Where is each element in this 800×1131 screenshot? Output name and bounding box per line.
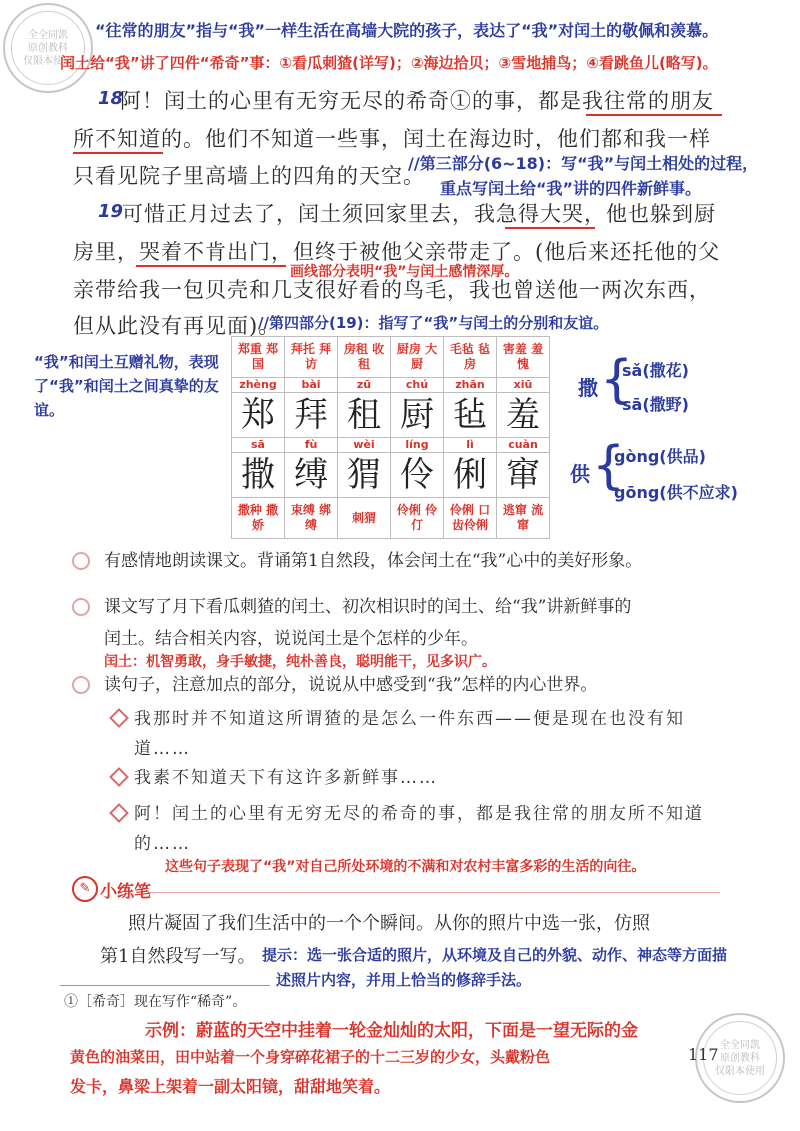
table-note: 逃窜 流窜 bbox=[497, 498, 550, 539]
table-pinyin: sā bbox=[232, 438, 285, 453]
practice-hint-b: 述照片内容，并用上恰当的修辞手法。 bbox=[276, 971, 532, 989]
polyphone-sa1: sǎ(撒花) bbox=[622, 361, 689, 380]
example-line2: 黄色的油菜田，田中站着一个身穿碎花裙子的十二三岁的少女，头戴粉色 bbox=[70, 1048, 551, 1066]
underline-p19-a bbox=[505, 227, 595, 229]
table-character: 羞 bbox=[497, 393, 550, 438]
sentence-1-line2: 道…… bbox=[134, 739, 191, 759]
p19-line2: 房里，哭着不肯出门，但终于被他父亲带走了。(他后来还托他的父 bbox=[73, 240, 721, 264]
table-pinyin: zhèng bbox=[232, 378, 285, 393]
table-note: 厨房 大厨 bbox=[391, 337, 444, 378]
polyphone-sa-char: 撒 bbox=[578, 376, 598, 400]
note-four-things: 闰土给“我”讲了四件“希奇”事：①看瓜刺猹(详写)；②海边拾贝；③雪地捕鸟；④看跳鱼儿(略写)。 bbox=[60, 54, 718, 72]
sentence-bullet-1 bbox=[109, 708, 129, 728]
exercise-2-line1: 课文写了月下看瓜刺猹的闰土、初次相识时的闰土、给“我”讲新鲜事的 bbox=[104, 597, 632, 617]
table-pinyin: zū bbox=[338, 378, 391, 393]
character-table bbox=[231, 336, 550, 539]
sentence-bullet-3 bbox=[109, 803, 129, 823]
exercise-marker-3 bbox=[72, 676, 90, 694]
table-note: 伶俐 口齿伶俐 bbox=[444, 498, 497, 539]
note-part4: //第四部分(19)：指写了“我”与闰土的分别和友谊。 bbox=[258, 314, 609, 332]
polyphone-sa2: sā(撒野) bbox=[622, 395, 689, 414]
table-pinyin: bài bbox=[285, 378, 338, 393]
sentence-1-line1: 我那时并不知道这所谓猹的是怎么一件东西——便是现在也没有知 bbox=[134, 709, 685, 729]
note-part3-b: 重点写闰土给“我”讲的四件新鲜事。 bbox=[440, 179, 702, 198]
practice-title: 小练笔 bbox=[100, 882, 151, 902]
paragraph-number-19: 19 bbox=[98, 201, 124, 222]
table-pinyin: wèi bbox=[338, 438, 391, 453]
practice-hint-a: 提示：选一张合适的照片，从环境及自己的外貌、动作、神态等方面描 bbox=[262, 946, 728, 964]
p18-line3: 只看见院子里高墙上的四角的天空。 bbox=[73, 164, 425, 188]
paragraph-number-18: 18 bbox=[98, 88, 124, 109]
sentence-bullet-2 bbox=[109, 767, 129, 787]
p18-line2: 所不知道的。他们不知道一些事，闰土在海边时，他们都和我一样 bbox=[73, 127, 711, 151]
underline-p18-b bbox=[73, 152, 163, 154]
sentences-answer: 这些句子表现了“我”对自己所处环境的不满和对农村丰富多彩的生活的向往。 bbox=[165, 859, 646, 875]
table-pinyin: xiū bbox=[497, 378, 550, 393]
exercise-2-answer: 闰土：机智勇敢，身手敏捷，纯朴善良，聪明能干，见多识广。 bbox=[104, 654, 496, 670]
exercise-marker-1 bbox=[72, 552, 90, 570]
table-character: 俐 bbox=[444, 453, 497, 498]
footnote-divider bbox=[60, 985, 270, 986]
footnote: ①［希奇］现在写作“稀奇”。 bbox=[64, 994, 247, 1010]
table-character: 郑 bbox=[232, 393, 285, 438]
table-character: 租 bbox=[338, 393, 391, 438]
note-part3-a: //第三部分(6~18)：写“我”与闰土相处的过程， bbox=[408, 154, 759, 173]
table-pinyin: líng bbox=[391, 438, 444, 453]
table-character: 毡 bbox=[444, 393, 497, 438]
example-line3: 发卡，鼻梁上架着一副太阳镜，甜甜地笑着。 bbox=[70, 1077, 391, 1096]
table-note: 撒种 撒娇 bbox=[232, 498, 285, 539]
example-line1: 示例：蔚蓝的天空中挂着一轮金灿灿的太阳，下面是一望无际的金 bbox=[145, 1021, 638, 1041]
note-deep-friendship: 画线部分表明“我”与闰土感情深厚。 bbox=[290, 264, 519, 280]
practice-line2: 第1自然段写一写。 bbox=[100, 946, 256, 967]
polyphone-gong1: gòng(供品) bbox=[614, 447, 706, 466]
table-character: 撒 bbox=[232, 453, 285, 498]
polyphone-gong2: gōng(供不应求) bbox=[614, 483, 738, 502]
underline-p19-b bbox=[136, 265, 286, 267]
table-character: 厨 bbox=[391, 393, 444, 438]
brace-sa: { bbox=[600, 350, 634, 410]
brace-gong: { bbox=[592, 436, 626, 496]
table-character: 拜 bbox=[285, 393, 338, 438]
table-character: 伶 bbox=[391, 453, 444, 498]
table-pinyin: lì bbox=[444, 438, 497, 453]
polyphone-gong-char: 供 bbox=[570, 462, 590, 486]
table-note: 拜托 拜访 bbox=[285, 337, 338, 378]
note-gifts: “我”和闰土互赠礼物，表现了“我”和闰土之间真挚的友谊。 bbox=[34, 353, 219, 419]
note-friends: “往常的朋友”指与“我”一样生活在高墙大院的孩子，表达了“我”对闰土的敬佩和羡慕。 bbox=[95, 21, 719, 40]
table-character: 窜 bbox=[497, 453, 550, 498]
table-pinyin: chú bbox=[391, 378, 444, 393]
watermark-stamp-bottom: 全全同凯 原创教科 仅限本使用 bbox=[695, 1013, 785, 1103]
table-note: 束缚 绑缚 bbox=[285, 498, 338, 539]
p19-line4: 但从此没有再见面)。 bbox=[73, 314, 281, 338]
page-number: 117 bbox=[688, 1045, 719, 1064]
underline-p18 bbox=[586, 114, 722, 116]
table-note: 郑重 郑国 bbox=[232, 337, 285, 378]
sentence-3-line1: 阿！闰土的心里有无穷无尽的希奇的事，都是我往常的朋友所不知道 bbox=[134, 804, 704, 824]
practice-line1: 照片凝固了我们生活中的一个个瞬间。从你的照片中选一张，仿照 bbox=[128, 913, 650, 934]
table-character: 猬 bbox=[338, 453, 391, 498]
sentence-2: 我素不知道天下有这许多新鲜事…… bbox=[134, 768, 438, 788]
table-note: 房租 收租 bbox=[338, 337, 391, 378]
table-pinyin: zhān bbox=[444, 378, 497, 393]
p19-line1: 可惜正月过去了，闰土须回家里去，我急得大哭，他也躲到厨 bbox=[122, 202, 716, 226]
table-note: 伶俐 伶仃 bbox=[391, 498, 444, 539]
p19-line3: 亲带给我一包贝壳和几支很好看的鸟毛，我也曾送他一两次东西， bbox=[73, 278, 711, 302]
sentence-3-line2: 的…… bbox=[134, 834, 191, 854]
table-note: 害羞 羞愧 bbox=[497, 337, 550, 378]
table-pinyin: fù bbox=[285, 438, 338, 453]
watermark-stamp-top: 全全同凯 原创教科 仅限本使用 bbox=[3, 3, 93, 93]
table-note: 毛毡 毡房 bbox=[444, 337, 497, 378]
exercise-1: 有感情地朗读课文。背诵第1自然段，体会闰土在“我”心中的美好形象。 bbox=[104, 551, 643, 571]
exercise-2-line2: 闰土。结合相关内容，说说闰土是个怎样的少年。 bbox=[104, 629, 478, 649]
practice-divider bbox=[150, 892, 720, 893]
table-character: 缚 bbox=[285, 453, 338, 498]
exercise-3: 读句子，注意加点的部分，说说从中感受到“我”怎样的内心世界。 bbox=[104, 675, 598, 695]
table-pinyin: cuàn bbox=[497, 438, 550, 453]
pencil-icon: ✎ bbox=[72, 876, 98, 902]
exercise-marker-2 bbox=[72, 598, 90, 616]
table-note: 刺猬 bbox=[338, 498, 391, 539]
p18-line1: 阿！闰土的心里有无穷无尽的希奇①的事，都是我往常的朋友 bbox=[120, 89, 714, 113]
